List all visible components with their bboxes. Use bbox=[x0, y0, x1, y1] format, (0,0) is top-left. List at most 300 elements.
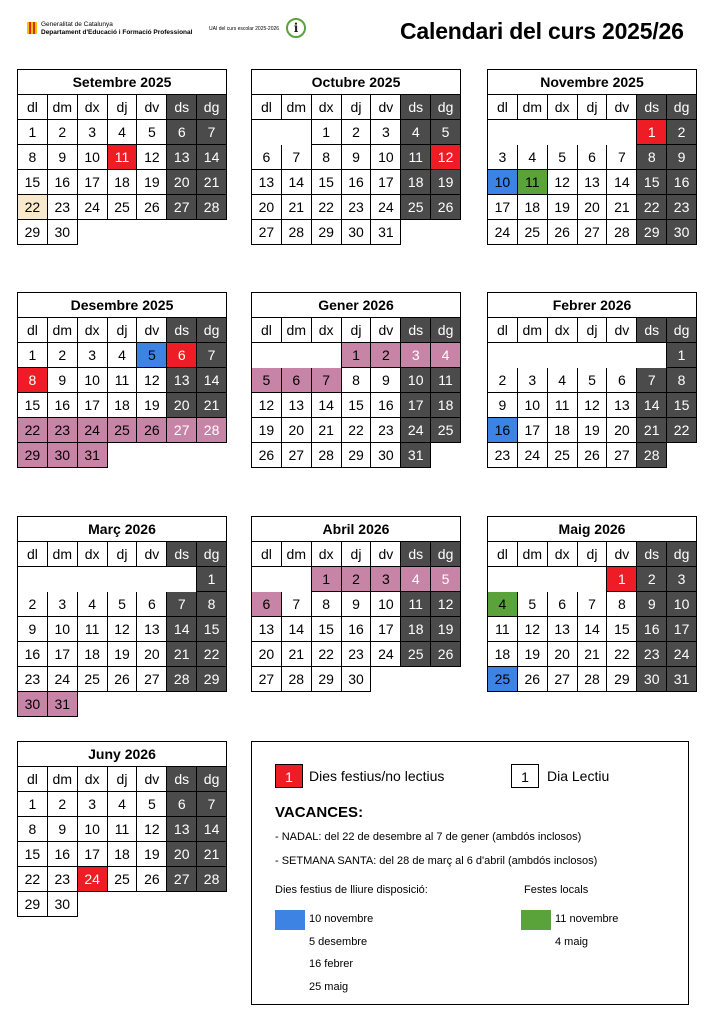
day-cell: 12 bbox=[137, 817, 167, 842]
day-cell: 26 bbox=[431, 195, 461, 220]
day-cell: 20 bbox=[252, 642, 282, 667]
holiday-sample: 1 bbox=[275, 764, 303, 788]
day-cell: 31 bbox=[48, 692, 78, 717]
vacances-title: VACANCES: bbox=[275, 804, 364, 821]
day-cell: 18 bbox=[548, 418, 578, 443]
day-cell: 18 bbox=[431, 393, 461, 418]
day-cell: 22 bbox=[312, 195, 342, 220]
day-cell: 25 bbox=[108, 418, 138, 443]
day-cell: 26 bbox=[578, 443, 608, 468]
weekday-header: dx bbox=[548, 318, 578, 343]
day-cell: 15 bbox=[197, 617, 227, 642]
day-cell: 7 bbox=[637, 368, 667, 393]
day-cell: 17 bbox=[401, 393, 431, 418]
day-cell: 3 bbox=[78, 343, 108, 368]
weekday-header: dl bbox=[18, 95, 48, 120]
month-days-grid bbox=[488, 542, 697, 692]
nadal-text: - NADAL: del 22 de desembre al 7 de gener (ambdós inclosos) bbox=[275, 831, 582, 843]
day-cell: 19 bbox=[252, 418, 282, 443]
day-cell: 14 bbox=[578, 617, 608, 642]
day-cell: 7 bbox=[282, 592, 312, 617]
setmana-santa-text: - SETMANA SANTA: del 28 de març al 6 d'abril (ambdós inclosos) bbox=[275, 855, 598, 867]
weekday-header: dx bbox=[312, 318, 342, 343]
day-cell: 7 bbox=[578, 592, 608, 617]
month-calendar bbox=[17, 69, 227, 245]
weekday-header: dj bbox=[342, 318, 372, 343]
day-cell: 31 bbox=[401, 443, 431, 468]
month-title: Abril 2026 bbox=[252, 517, 461, 542]
day-cell: 7 bbox=[197, 792, 227, 817]
day-cell: 16 bbox=[371, 393, 401, 418]
day-cell: 23 bbox=[342, 642, 372, 667]
day-cell: 12 bbox=[548, 170, 578, 195]
day-cell: 25 bbox=[108, 195, 138, 220]
day-cell: 15 bbox=[18, 393, 48, 418]
empty-cell bbox=[488, 343, 518, 368]
day-cell: 11 bbox=[488, 617, 518, 642]
day-cell: 10 bbox=[78, 368, 108, 393]
day-cell: 1 bbox=[666, 343, 697, 368]
day-cell: 10 bbox=[371, 592, 401, 617]
free-day-3: 16 febrer bbox=[309, 958, 354, 970]
free-day-1: 10 novembre bbox=[309, 913, 374, 925]
month-days-grid bbox=[252, 95, 461, 245]
day-cell: 24 bbox=[48, 667, 78, 692]
weekday-header: dv bbox=[371, 542, 401, 567]
day-cell: 4 bbox=[108, 343, 138, 368]
day-cell: 30 bbox=[48, 220, 78, 245]
day-cell: 16 bbox=[48, 170, 78, 195]
weekday-header: dj bbox=[108, 767, 138, 792]
day-cell: 23 bbox=[18, 667, 48, 692]
page-title: Calendari del curs 2025/26 bbox=[400, 18, 684, 44]
day-cell: 14 bbox=[312, 393, 342, 418]
day-cell: 24 bbox=[488, 220, 518, 245]
day-cell: 3 bbox=[371, 567, 401, 592]
day-cell: 3 bbox=[371, 120, 401, 145]
day-cell: 23 bbox=[48, 867, 78, 892]
day-cell: 26 bbox=[548, 220, 578, 245]
weekday-header: ds bbox=[637, 95, 667, 120]
day-cell: 28 bbox=[197, 418, 227, 443]
weekday-header: dg bbox=[667, 318, 697, 343]
day-cell: 26 bbox=[252, 443, 282, 468]
day-cell: 12 bbox=[108, 617, 138, 642]
day-cell: 11 bbox=[108, 145, 138, 170]
day-cell: 26 bbox=[518, 667, 548, 692]
day-cell: 1 bbox=[636, 120, 667, 145]
empty-cell bbox=[578, 343, 608, 368]
day-cell: 15 bbox=[607, 617, 637, 642]
weekday-header: ds bbox=[401, 542, 431, 567]
day-cell: 19 bbox=[548, 195, 578, 220]
lective-sample: 1 bbox=[511, 764, 539, 788]
day-cell: 26 bbox=[108, 667, 138, 692]
day-cell: 12 bbox=[578, 393, 608, 418]
weekday-header: dg bbox=[431, 95, 461, 120]
day-cell: 21 bbox=[197, 842, 227, 867]
day-cell: 1 bbox=[341, 343, 372, 368]
day-cell: 6 bbox=[548, 592, 578, 617]
empty-cell bbox=[167, 567, 197, 592]
day-cell: 16 bbox=[48, 393, 78, 418]
day-cell: 15 bbox=[18, 170, 48, 195]
day-cell: 19 bbox=[137, 842, 167, 867]
day-cell: 13 bbox=[282, 393, 312, 418]
day-cell: 23 bbox=[488, 443, 518, 468]
free-day-4: 25 maig bbox=[309, 981, 349, 993]
day-cell: 2 bbox=[18, 592, 48, 617]
day-cell: 30 bbox=[48, 443, 78, 468]
day-cell: 22 bbox=[342, 418, 372, 443]
local-holidays-title: Festes locals bbox=[524, 884, 589, 896]
empty-cell bbox=[548, 567, 578, 592]
day-cell: 29 bbox=[637, 220, 667, 245]
month-days-grid bbox=[488, 95, 697, 245]
day-cell: 10 bbox=[518, 393, 548, 418]
uai-label: UAI del curs escolar 2025-2026 bbox=[209, 26, 280, 32]
day-cell: 21 bbox=[197, 393, 227, 418]
day-cell: 15 bbox=[18, 842, 48, 867]
month-title: Març 2026 bbox=[18, 517, 227, 542]
day-cell: 8 bbox=[18, 368, 48, 393]
day-cell: 5 bbox=[137, 792, 167, 817]
day-cell: 18 bbox=[488, 642, 518, 667]
weekday-header: dv bbox=[137, 318, 167, 343]
day-cell: 6 bbox=[282, 368, 312, 393]
empty-cell bbox=[637, 343, 667, 368]
day-cell: 11 bbox=[401, 592, 431, 617]
day-cell: 13 bbox=[578, 170, 608, 195]
day-cell: 18 bbox=[108, 842, 138, 867]
day-cell: 9 bbox=[667, 145, 697, 170]
month-days-grid bbox=[252, 542, 461, 692]
day-cell: 11 bbox=[78, 617, 108, 642]
day-cell: 19 bbox=[518, 642, 548, 667]
day-cell: 6 bbox=[607, 368, 637, 393]
day-cell: 20 bbox=[607, 418, 637, 443]
day-cell: 19 bbox=[431, 170, 461, 195]
day-cell: 20 bbox=[252, 195, 282, 220]
weekday-header: dj bbox=[578, 95, 608, 120]
day-cell: 11 bbox=[401, 145, 431, 170]
day-cell: 3 bbox=[48, 592, 78, 617]
legend-box bbox=[251, 741, 689, 1005]
weekday-header: dl bbox=[252, 95, 282, 120]
day-cell: 11 bbox=[431, 368, 461, 393]
day-cell: 16 bbox=[342, 170, 372, 195]
empty-cell bbox=[282, 120, 312, 145]
weekday-header: dm bbox=[48, 95, 78, 120]
day-cell: 4 bbox=[78, 592, 108, 617]
day-cell: 27 bbox=[252, 220, 282, 245]
day-cell: 8 bbox=[312, 592, 342, 617]
weekday-header: dj bbox=[578, 318, 608, 343]
empty-cell bbox=[488, 567, 518, 592]
day-cell: 19 bbox=[137, 170, 167, 195]
weekday-header: dm bbox=[48, 767, 78, 792]
day-cell: 24 bbox=[371, 195, 401, 220]
weekday-header: dx bbox=[312, 95, 342, 120]
day-cell: 9 bbox=[342, 592, 372, 617]
weekday-header: dx bbox=[312, 542, 342, 567]
day-cell: 4 bbox=[518, 145, 548, 170]
day-cell: 13 bbox=[167, 817, 197, 842]
day-cell: 28 bbox=[197, 867, 227, 892]
day-cell: 13 bbox=[167, 368, 197, 393]
day-cell: 1 bbox=[311, 567, 342, 592]
day-cell: 10 bbox=[78, 145, 108, 170]
day-cell: 24 bbox=[401, 418, 431, 443]
weekday-header: ds bbox=[401, 318, 431, 343]
free-day-2: 5 desembre bbox=[309, 936, 368, 948]
day-cell: 13 bbox=[252, 170, 282, 195]
day-cell: 17 bbox=[78, 170, 108, 195]
day-cell: 24 bbox=[78, 867, 108, 892]
day-cell: 24 bbox=[667, 642, 697, 667]
weekday-header: dm bbox=[518, 318, 548, 343]
empty-cell bbox=[518, 343, 548, 368]
day-cell: 21 bbox=[167, 642, 197, 667]
empty-cell bbox=[252, 343, 282, 368]
day-cell: 14 bbox=[282, 170, 312, 195]
weekday-header: ds bbox=[637, 542, 667, 567]
day-cell: 10 bbox=[667, 592, 697, 617]
day-cell: 6 bbox=[167, 120, 197, 145]
day-cell: 31 bbox=[667, 667, 697, 692]
day-cell: 8 bbox=[312, 145, 342, 170]
month-days-grid bbox=[252, 318, 461, 468]
day-cell: 18 bbox=[78, 642, 108, 667]
day-cell: 12 bbox=[431, 592, 461, 617]
day-cell: 3 bbox=[488, 145, 518, 170]
day-cell: 2 bbox=[637, 567, 667, 592]
day-cell: 15 bbox=[667, 393, 697, 418]
day-cell: 24 bbox=[371, 642, 401, 667]
day-cell: 26 bbox=[431, 642, 461, 667]
day-cell: 13 bbox=[137, 617, 167, 642]
weekday-header: dv bbox=[371, 318, 401, 343]
day-cell: 14 bbox=[197, 145, 227, 170]
day-cell: 20 bbox=[167, 842, 197, 867]
weekday-header: dj bbox=[108, 95, 138, 120]
day-cell: 21 bbox=[282, 195, 312, 220]
day-cell: 27 bbox=[282, 443, 312, 468]
empty-cell bbox=[108, 567, 138, 592]
day-cell: 31 bbox=[371, 220, 401, 245]
day-cell: 2 bbox=[342, 567, 372, 592]
weekday-header: dv bbox=[607, 542, 637, 567]
month-calendar bbox=[251, 69, 461, 245]
weekday-header: dv bbox=[137, 95, 167, 120]
weekday-header: dx bbox=[78, 767, 108, 792]
day-cell: 17 bbox=[667, 617, 697, 642]
weekday-header: dv bbox=[137, 767, 167, 792]
month-calendar bbox=[487, 292, 697, 468]
day-cell: 21 bbox=[282, 642, 312, 667]
day-cell: 8 bbox=[18, 145, 48, 170]
day-cell: 10 bbox=[48, 617, 78, 642]
logo-line-2: Departament d'Educació i Formació Professional bbox=[41, 28, 193, 36]
weekday-header: dg bbox=[197, 318, 227, 343]
day-cell: 5 bbox=[108, 592, 138, 617]
day-cell: 20 bbox=[167, 170, 197, 195]
day-cell: 15 bbox=[312, 170, 342, 195]
day-cell: 21 bbox=[637, 418, 667, 443]
weekday-header: dm bbox=[282, 318, 312, 343]
day-cell: 25 bbox=[78, 667, 108, 692]
day-cell: 16 bbox=[637, 617, 667, 642]
weekday-header: dj bbox=[342, 95, 372, 120]
weekday-header: dv bbox=[607, 318, 637, 343]
day-cell: 6 bbox=[252, 145, 282, 170]
day-cell: 18 bbox=[108, 170, 138, 195]
day-cell: 22 bbox=[312, 642, 342, 667]
weekday-header: dm bbox=[282, 95, 312, 120]
day-cell: 8 bbox=[637, 145, 667, 170]
day-cell: 17 bbox=[371, 617, 401, 642]
day-cell: 24 bbox=[78, 418, 108, 443]
day-cell: 22 bbox=[637, 195, 667, 220]
day-cell: 28 bbox=[282, 220, 312, 245]
day-cell: 17 bbox=[78, 393, 108, 418]
day-cell: 5 bbox=[137, 343, 167, 368]
day-cell: 27 bbox=[548, 667, 578, 692]
day-cell: 24 bbox=[78, 195, 108, 220]
empty-cell bbox=[518, 120, 548, 145]
month-days-grid bbox=[18, 542, 227, 717]
day-cell: 12 bbox=[518, 617, 548, 642]
day-cell: 22 bbox=[18, 418, 48, 443]
day-cell: 20 bbox=[137, 642, 167, 667]
day-cell: 18 bbox=[518, 195, 548, 220]
day-cell: 6 bbox=[578, 145, 608, 170]
day-cell: 14 bbox=[607, 170, 637, 195]
day-cell: 27 bbox=[167, 867, 197, 892]
day-cell: 5 bbox=[578, 368, 608, 393]
day-cell: 3 bbox=[78, 792, 108, 817]
empty-cell bbox=[18, 567, 48, 592]
generalitat-logo bbox=[27, 20, 193, 38]
day-cell: 7 bbox=[197, 120, 227, 145]
day-cell: 9 bbox=[342, 145, 372, 170]
day-cell: 16 bbox=[342, 617, 372, 642]
day-cell: 3 bbox=[401, 343, 431, 368]
day-cell: 21 bbox=[578, 642, 608, 667]
day-cell: 29 bbox=[18, 892, 48, 917]
day-cell: 16 bbox=[667, 170, 697, 195]
weekday-header: dl bbox=[488, 318, 518, 343]
day-cell: 28 bbox=[607, 220, 637, 245]
weekday-header: dj bbox=[578, 542, 608, 567]
day-cell: 11 bbox=[108, 368, 138, 393]
day-cell: 23 bbox=[48, 418, 78, 443]
month-title: Maig 2026 bbox=[488, 517, 697, 542]
day-cell: 3 bbox=[78, 120, 108, 145]
day-cell: 14 bbox=[197, 368, 227, 393]
weekday-header: dm bbox=[282, 542, 312, 567]
day-cell: 18 bbox=[401, 617, 431, 642]
day-cell: 11 bbox=[108, 817, 138, 842]
day-cell: 22 bbox=[607, 642, 637, 667]
day-cell: 3 bbox=[518, 368, 548, 393]
local-holiday-swatch bbox=[521, 910, 551, 930]
day-cell: 4 bbox=[108, 792, 138, 817]
day-cell: 3 bbox=[667, 567, 697, 592]
day-cell: 4 bbox=[548, 368, 578, 393]
weekday-header: dg bbox=[197, 95, 227, 120]
empty-cell bbox=[548, 120, 578, 145]
day-cell: 7 bbox=[282, 145, 312, 170]
weekday-header: ds bbox=[401, 95, 431, 120]
day-cell: 14 bbox=[197, 817, 227, 842]
month-title: Juny 2026 bbox=[18, 742, 227, 767]
weekday-header: dg bbox=[431, 542, 461, 567]
day-cell: 16 bbox=[48, 842, 78, 867]
day-cell: 26 bbox=[137, 195, 167, 220]
weekday-header: dx bbox=[78, 318, 108, 343]
day-cell: 9 bbox=[637, 592, 667, 617]
day-cell: 13 bbox=[607, 393, 637, 418]
day-cell: 8 bbox=[607, 592, 637, 617]
day-cell: 30 bbox=[667, 220, 697, 245]
day-cell: 9 bbox=[48, 145, 78, 170]
day-cell: 27 bbox=[578, 220, 608, 245]
day-cell: 17 bbox=[48, 642, 78, 667]
month-calendar bbox=[251, 516, 461, 692]
day-cell: 28 bbox=[197, 195, 227, 220]
info-icon: i bbox=[286, 18, 306, 38]
day-cell: 10 bbox=[371, 145, 401, 170]
day-cell: 30 bbox=[637, 667, 667, 692]
day-cell: 26 bbox=[137, 867, 167, 892]
weekday-header: dl bbox=[18, 318, 48, 343]
day-cell: 9 bbox=[48, 817, 78, 842]
weekday-header: dm bbox=[518, 95, 548, 120]
empty-cell bbox=[48, 567, 78, 592]
day-cell: 12 bbox=[431, 145, 461, 170]
empty-cell bbox=[578, 567, 608, 592]
day-cell: 29 bbox=[312, 220, 342, 245]
weekday-header: dl bbox=[488, 542, 518, 567]
day-cell: 7 bbox=[167, 592, 197, 617]
empty-cell bbox=[312, 343, 342, 368]
day-cell: 4 bbox=[488, 592, 518, 617]
weekday-header: dg bbox=[667, 95, 697, 120]
free-days-title: Dies festius de lliure disposició: bbox=[275, 884, 428, 896]
day-cell: 15 bbox=[637, 170, 667, 195]
month-calendar bbox=[251, 292, 461, 468]
day-cell: 10 bbox=[78, 817, 108, 842]
day-cell: 9 bbox=[371, 368, 401, 393]
day-cell: 11 bbox=[548, 393, 578, 418]
catalan-flag-icon bbox=[27, 22, 37, 34]
empty-cell bbox=[282, 343, 312, 368]
day-cell: 20 bbox=[578, 195, 608, 220]
weekday-header: dv bbox=[137, 542, 167, 567]
empty-cell bbox=[137, 567, 167, 592]
local-day-2: 4 maig bbox=[555, 936, 589, 948]
day-cell: 27 bbox=[167, 195, 197, 220]
weekday-header: ds bbox=[167, 767, 197, 792]
day-cell: 27 bbox=[252, 667, 282, 692]
lective-legend-label: Dia Lectiu bbox=[547, 768, 610, 784]
day-cell: 6 bbox=[137, 592, 167, 617]
day-cell: 15 bbox=[342, 393, 372, 418]
day-cell: 29 bbox=[197, 667, 227, 692]
day-cell: 5 bbox=[548, 145, 578, 170]
day-cell: 31 bbox=[78, 443, 108, 468]
